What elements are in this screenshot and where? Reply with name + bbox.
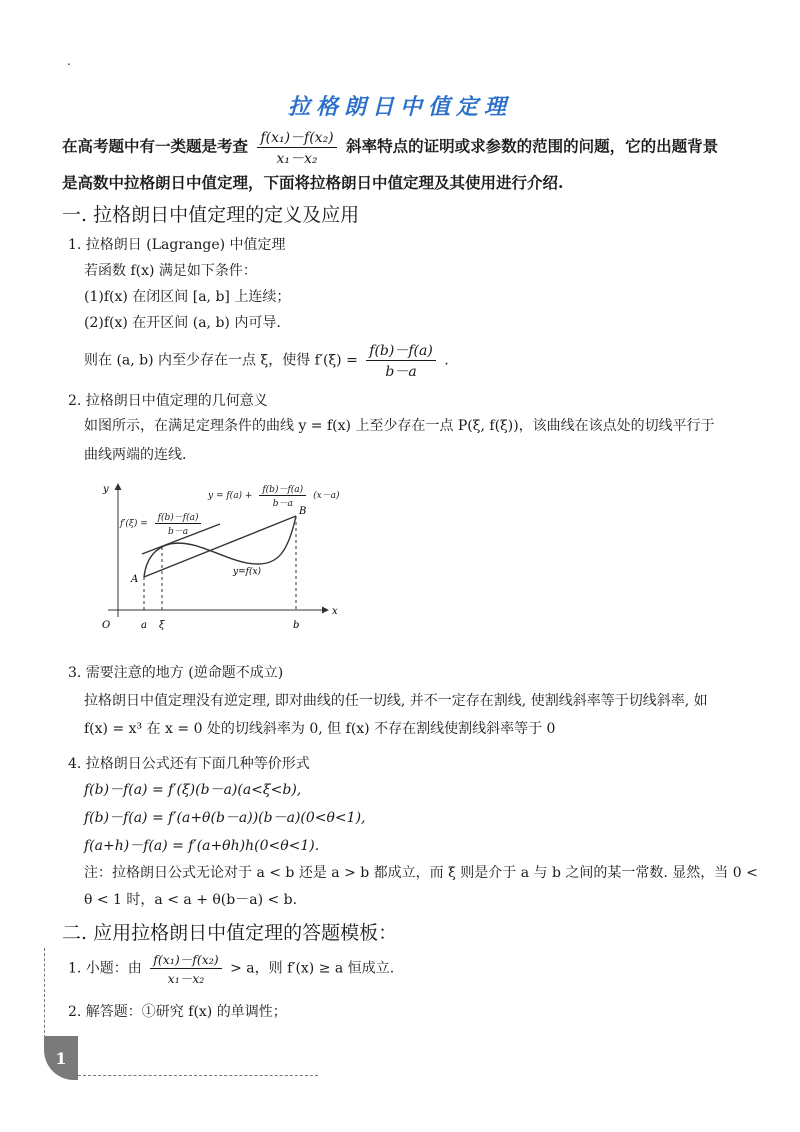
item1-line1: 若函数 f(x) 满足如下条件：: [84, 263, 257, 279]
figure-secant-fraction: [259, 482, 306, 509]
section2-heading: 二. 应用拉格朗日中值定理的答题模板：: [62, 922, 398, 944]
figure-tick-b: b: [293, 620, 300, 631]
section2-item1: [68, 950, 394, 987]
intro-line-1: [62, 127, 718, 168]
figure-curve-label: y=f(x): [233, 567, 262, 577]
section2-item2: 2. 解答题：①研究 f(x) 的单调性；: [68, 1004, 287, 1020]
figure-point-B: B: [299, 506, 307, 517]
item4-note1: 注：拉格朗日公式无论对于 a < b 还是 a > b 都成立，而 ξ 则是介于 a 与 b 之间的某一常数. 显然，当 0 <: [84, 865, 758, 881]
figure-deriv-pre: f′(ξ) =: [120, 519, 148, 529]
page-title: 拉格朗日中值定理: [287, 94, 512, 120]
item4-formula3: f(a+h)－f(a) = f′(a+θh)h(0<θ<1).: [84, 838, 320, 854]
item2-line2: 曲线两端的连线.: [84, 447, 187, 463]
figure-secant-pre: y = f(a) +: [208, 491, 253, 501]
bottom-dashed-rule: [78, 1075, 318, 1076]
figure-axis-y-label: y: [103, 484, 109, 495]
item1-line4: [84, 340, 449, 381]
figure-deriv-fraction: [155, 510, 202, 537]
section2-item1-pre: 1. 小题：由: [68, 960, 142, 977]
top-dot: .: [67, 54, 71, 68]
section2-item1-fraction: [150, 950, 221, 987]
figure-derivative-label: [120, 510, 205, 537]
figure-point-A: A: [131, 574, 139, 585]
figure-secant-equation: [208, 482, 340, 509]
item3-line1: 拉格朗日中值定理没有逆定理, 即对曲线的任一切线, 并不一定存在割线, 使割线斜率等于切线斜率, 如: [84, 693, 708, 709]
mean-value-figure: [88, 472, 348, 646]
intro-text-post: 斜率特点的证明或求参数的范围的问题，它的出题背景: [346, 136, 719, 156]
figure-secant-post: (x－a): [313, 491, 340, 501]
section2-item1-post: > a，则 f′(x) ≥ a 恒成立.: [230, 960, 395, 977]
page-number-tab: [44, 1036, 78, 1080]
figure-secant-numerator: f(b)－f(a): [259, 482, 306, 496]
item1-line4-pre: 则在 (a, b) 内至少存在一点 ξ，使得 f′(ξ) =: [84, 352, 358, 369]
item3-line2: f(x) = x³ 在 x = 0 处的切线斜率为 0, 但 f(x) 不存在割线使割线斜率等于 0: [84, 721, 556, 737]
item1-title: 1. 拉格朗日 (Lagrange) 中值定理: [68, 237, 286, 253]
item2-line1: 如图所示，在满足定理条件的曲线 y = f(x) 上至少存在一点 P(ξ, f(ξ))，该曲线在该点处的切线平行于: [84, 418, 715, 434]
item1-fraction-numerator: f(b)－f(a): [366, 340, 436, 361]
page-number: 1: [55, 1048, 67, 1068]
figure-axis-x-label: x: [332, 606, 338, 617]
left-dashed-rule: [44, 948, 45, 1038]
item4-formula2: f(b)－f(a) = f′(a+θ(b－a))(b－a)(0<θ<1),: [84, 810, 366, 826]
item4-note2: θ < 1 时，a < a + θ(b－a) < b.: [84, 892, 298, 908]
item1-line3: (2)f(x) 在开区间 (a, b) 内可导.: [84, 315, 281, 331]
item1-fraction-denominator: b－a: [385, 364, 417, 380]
intro-fraction-numerator: f(x₁)－f(x₂): [257, 127, 336, 148]
item1-line4-post: .: [444, 352, 449, 369]
intro-line-2: 是高数中拉格朗日中值定理，下面将拉格朗日中值定理及其使用进行介绍.: [62, 173, 564, 192]
figure-origin-label: O: [102, 620, 111, 631]
figure-deriv-denominator: b－a: [167, 527, 189, 537]
item4-title: 4. 拉格朗日公式还有下面几种等价形式: [68, 756, 310, 772]
figure-tick-a: a: [141, 620, 147, 631]
item3-title: 3. 需要注意的地方 (逆命题不成立): [68, 665, 284, 681]
item2-title: 2. 拉格朗日中值定理的几何意义: [68, 393, 268, 409]
section1-heading: 一. 拉格朗日中值定理的定义及应用: [62, 204, 360, 226]
item1-line2: (1)f(x) 在闭区间 [a, b] 上连续；: [84, 289, 291, 305]
item1-fraction: [366, 340, 436, 381]
figure-tick-xi: ξ: [159, 620, 165, 631]
figure-secant-denominator: b－a: [272, 499, 293, 509]
intro-text-pre: 在高考题中有一类题是考查: [62, 136, 249, 156]
item4-formula1: f(b)－f(a) = f′(ξ)(b－a)(a<ξ<b),: [84, 782, 302, 798]
section2-item1-denominator: x₁－x₂: [167, 971, 205, 986]
section2-item1-numerator: f(x₁)－f(x₂): [150, 950, 221, 969]
intro-fraction-denominator: x₁－x₂: [276, 151, 318, 167]
figure-deriv-numerator: f(b)－f(a): [155, 510, 202, 524]
intro-fraction: [257, 127, 336, 168]
